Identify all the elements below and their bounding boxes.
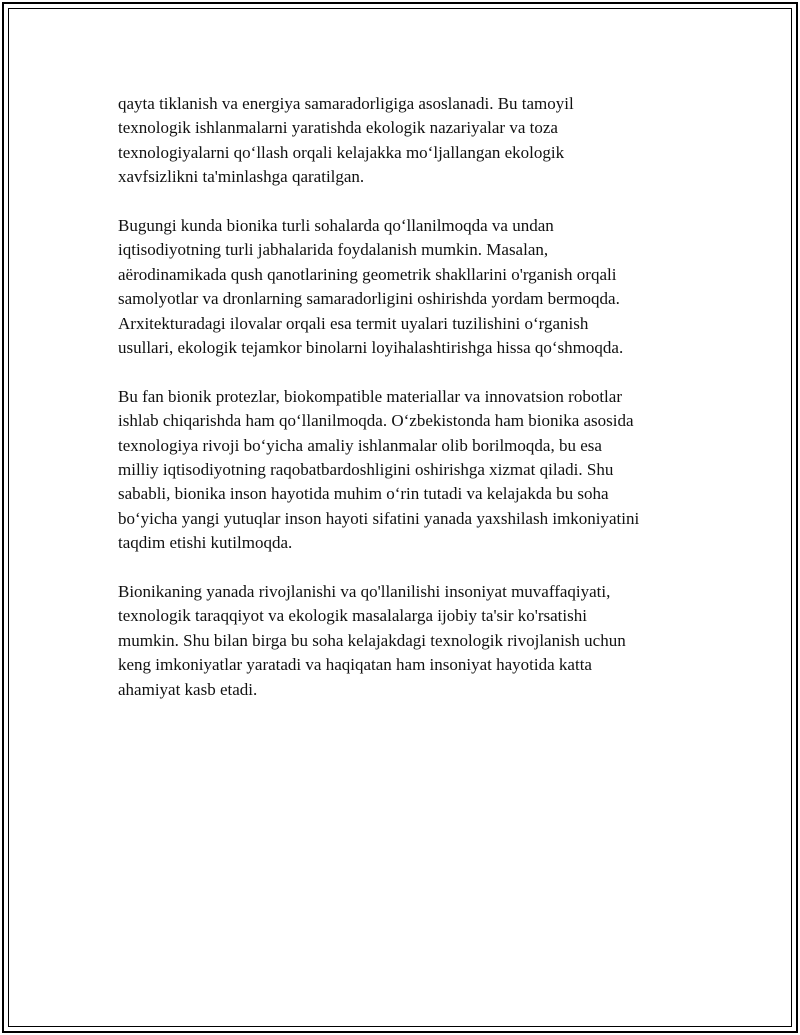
text-line: ahamiyat kasb etadi. (118, 679, 258, 699)
paragraph-1 (118, 92, 708, 190)
text-line: qayta tiklanish va energiya samaradorligiga asoslanadi. Bu tamoyil (118, 94, 574, 113)
text-line: samolyotlar va dronlarning samaradorligini oshirishda yordam bermoqda. (118, 289, 620, 309)
text-line: milliy iqtisodiyotning raqobatbardoshligini oshirishga xizmat qiladi. Shu (118, 460, 614, 480)
text-line: Bionikaning yanada rivojlanishi va qo'llanilishi insoniyat muvaffaqiyati, (118, 582, 611, 602)
text-line: xavfsizlikni ta'minlashga qaratilgan. (118, 167, 365, 187)
paragraph-2 (118, 214, 708, 360)
text-line: usullari, ekologik tejamkor binolarni loyihalashtirishga hissa qo‘shmoqda. (118, 338, 624, 358)
text-line: iqtisodiyotning turli jabhalarida foydalanish mumkin. Masalan, (118, 240, 549, 260)
text-line: Bu fan bionik protezlar, biokompatible materiallar va innovatsion robotlar (118, 386, 622, 406)
text-line: aërodinamikada qush qanotlarining geometrik shakllarini o'rganish orqali (118, 264, 617, 284)
text-line: bo‘yicha yangi yutuqlar inson hayoti sifatini yanada yaxshilash imkoniyatini (118, 508, 640, 528)
page-body (118, 92, 708, 727)
text-line: texnologiya rivoji bo‘yicha amaliy ishlanmalar olib borilmoqda, bu esa (118, 435, 602, 455)
text-line: texnologiyalarni qo‘llash orqali kelajakka mo‘ljallangan ekologik (118, 142, 565, 162)
text-line: Arxitekturadagi ilovalar orqali esa termit uyalari tuzilishini o‘rganish (118, 313, 589, 333)
text-line: Bugungi kunda bionika turli sohalarda qo‘llanilmoqda va undan (118, 216, 554, 236)
paragraph-4 (118, 580, 708, 702)
text-line: mumkin. Shu bilan birga bu soha kelajakdagi texnologik rivojlanish uchun (118, 630, 626, 650)
text-line: texnologik taraqqiyot va ekologik masalalarga ijobiy ta'sir ko'rsatishi (118, 606, 587, 626)
text-line: texnologik ishlanmalarni yaratishda ekologik nazariyalar va toza (118, 118, 558, 138)
text-line: taqdim etishi kutilmoqda. (118, 533, 293, 553)
text-line: keng imkoniyatlar yaratadi va haqiqatan ham insoniyat hayotida katta (118, 655, 592, 675)
text-line: sababli, bionika inson hayotida muhim o‘rin tutadi va kelajakda bu soha (118, 484, 609, 504)
text-line: ishlab chiqarishda ham qo‘llanilmoqda. O‘zbekistonda ham bionika asosida (118, 411, 634, 431)
paragraph-3 (118, 385, 708, 556)
